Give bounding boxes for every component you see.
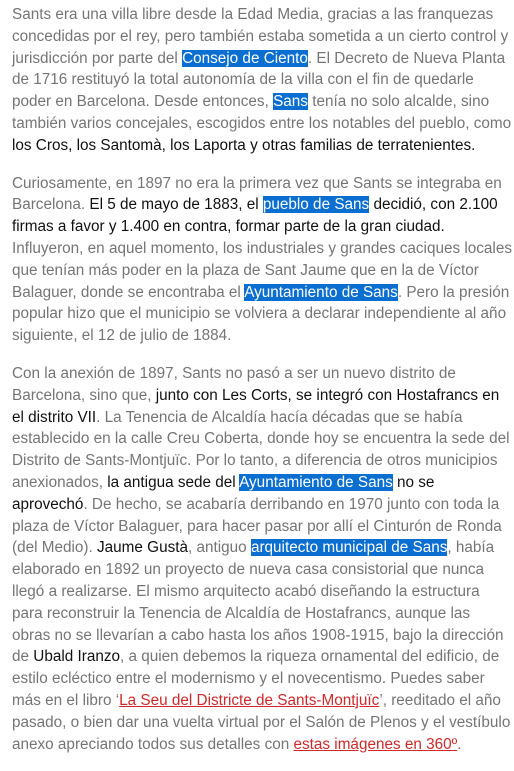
emphasis-text: no se aprovechó <box>12 473 435 513</box>
text: Curiosamente, en 1897 no era la primera vez que Sants se integraba en Barcelona. <box>12 174 502 214</box>
text: ’, reeditado el año pasado, o bien dar una vuelta virtual por el Salón de Plenos y el vestíbulo anexo apreciando todos sus detalles con <box>12 691 511 753</box>
text: . De hecho, se acabaría derribando en 1970 junto con toda la plaza de Víctor Balaguer, para hacer pasar por allí el Cinturón de Ronda (del Medio). <box>12 495 502 557</box>
emphasis-text: decidió, con 2.100 firmas a favor y 1.400 en contra, formar parte de la gran ciudad. <box>12 196 498 236</box>
text: tenía no solo alcalde, sino también varios concejales, escogidos entre los notables del pueblo, como <box>12 93 512 132</box>
book-link[interactable]: La Seu del Districte de Sants-Montjuïc <box>119 691 380 709</box>
article-body <box>12 4 512 771</box>
paragraph-3 <box>12 363 512 755</box>
text: , a quien debemos la riqueza ornamental del edificio, de estilo ecléctico entre el modernismo y el novecentismo. Puedes saber más en el libro ‘ <box>12 648 500 709</box>
text: . El Decreto de Nueva Planta de 1716 restituyó la total autonomía de la villa con el fin de quedarle poder en Barcelona. Desde entonces, <box>12 49 506 111</box>
text: . La Tenencia de Alcaldía hacía décadas que se había establecido en la calle Creu Coberta, donde hoy se encuentra la sede del Distrito de Sants-Montjuïc. Por lo tanto, a diferencia de otros municipios anexionados, <box>12 408 510 491</box>
text: Con la anexión de 1897, Sants no pasó a ser un nuevo distrito de Barcelona, sino que, <box>12 364 456 404</box>
text: , había elaborado en 1892 un proyecto de nueva casa consistorial que nunca llegó a realizarse. El mismo arquitecto acabó diseñando la estructura para reconstruir la Tenencia de Alcaldía de Hostafrancs, aunque las obras no se llevarían a cabo hasta los años 1908-1915, bajo la dirección de <box>12 539 504 666</box>
text: Influyeron, en aquel momento, los industriales y grandes caciques locales que tenían más poder en la plaza de Sant Jaume que en la de Víctor Balaguer, donde se encontraba el <box>12 239 512 301</box>
emphasis-text: Jaume Gustà <box>97 539 188 557</box>
highlighted-text[interactable]: Consejo de Ciento <box>182 49 308 67</box>
text: . <box>471 136 476 154</box>
highlighted-text[interactable]: Ayuntamiento de Sans <box>244 283 398 301</box>
highlighted-text[interactable]: arquitecto municipal de Sans <box>250 539 448 557</box>
emphasis-text: los Cros, los Santomà, los Laporta y otras familias de terratenientes <box>12 136 472 154</box>
images-360-link[interactable]: estas imágenes en 360º <box>293 735 458 753</box>
highlighted-text[interactable]: Ayuntamiento de Sans <box>239 473 393 491</box>
highlighted-text[interactable]: pueblo de Sans <box>262 196 370 214</box>
paragraph-1 <box>12 4 512 157</box>
emphasis-text: la antigua sede del <box>107 473 240 491</box>
text: Sants era una villa libre desde la Edad Media, gracias a las franquezas concedidas por el rey, pero también estaba sometida a un cierto control y jurisdicción por parte del <box>12 6 509 67</box>
text: . <box>457 735 462 753</box>
highlighted-text[interactable]: Sans <box>273 93 308 111</box>
emphasis-text: El 5 de mayo de 1883, el <box>89 196 263 214</box>
paragraph-2 <box>12 173 512 347</box>
text: . Pero la presión popular hizo que el municipio se volviera a declarar independiente al año siguiente, el 12 de julio de 1884. <box>12 283 510 345</box>
text: , antiguo <box>188 539 251 557</box>
emphasis-text: junto con Les Corts, se integró con Hostafrancs en el distrito VII <box>12 386 500 426</box>
emphasis-text: Ubald Iranzo <box>33 648 120 666</box>
